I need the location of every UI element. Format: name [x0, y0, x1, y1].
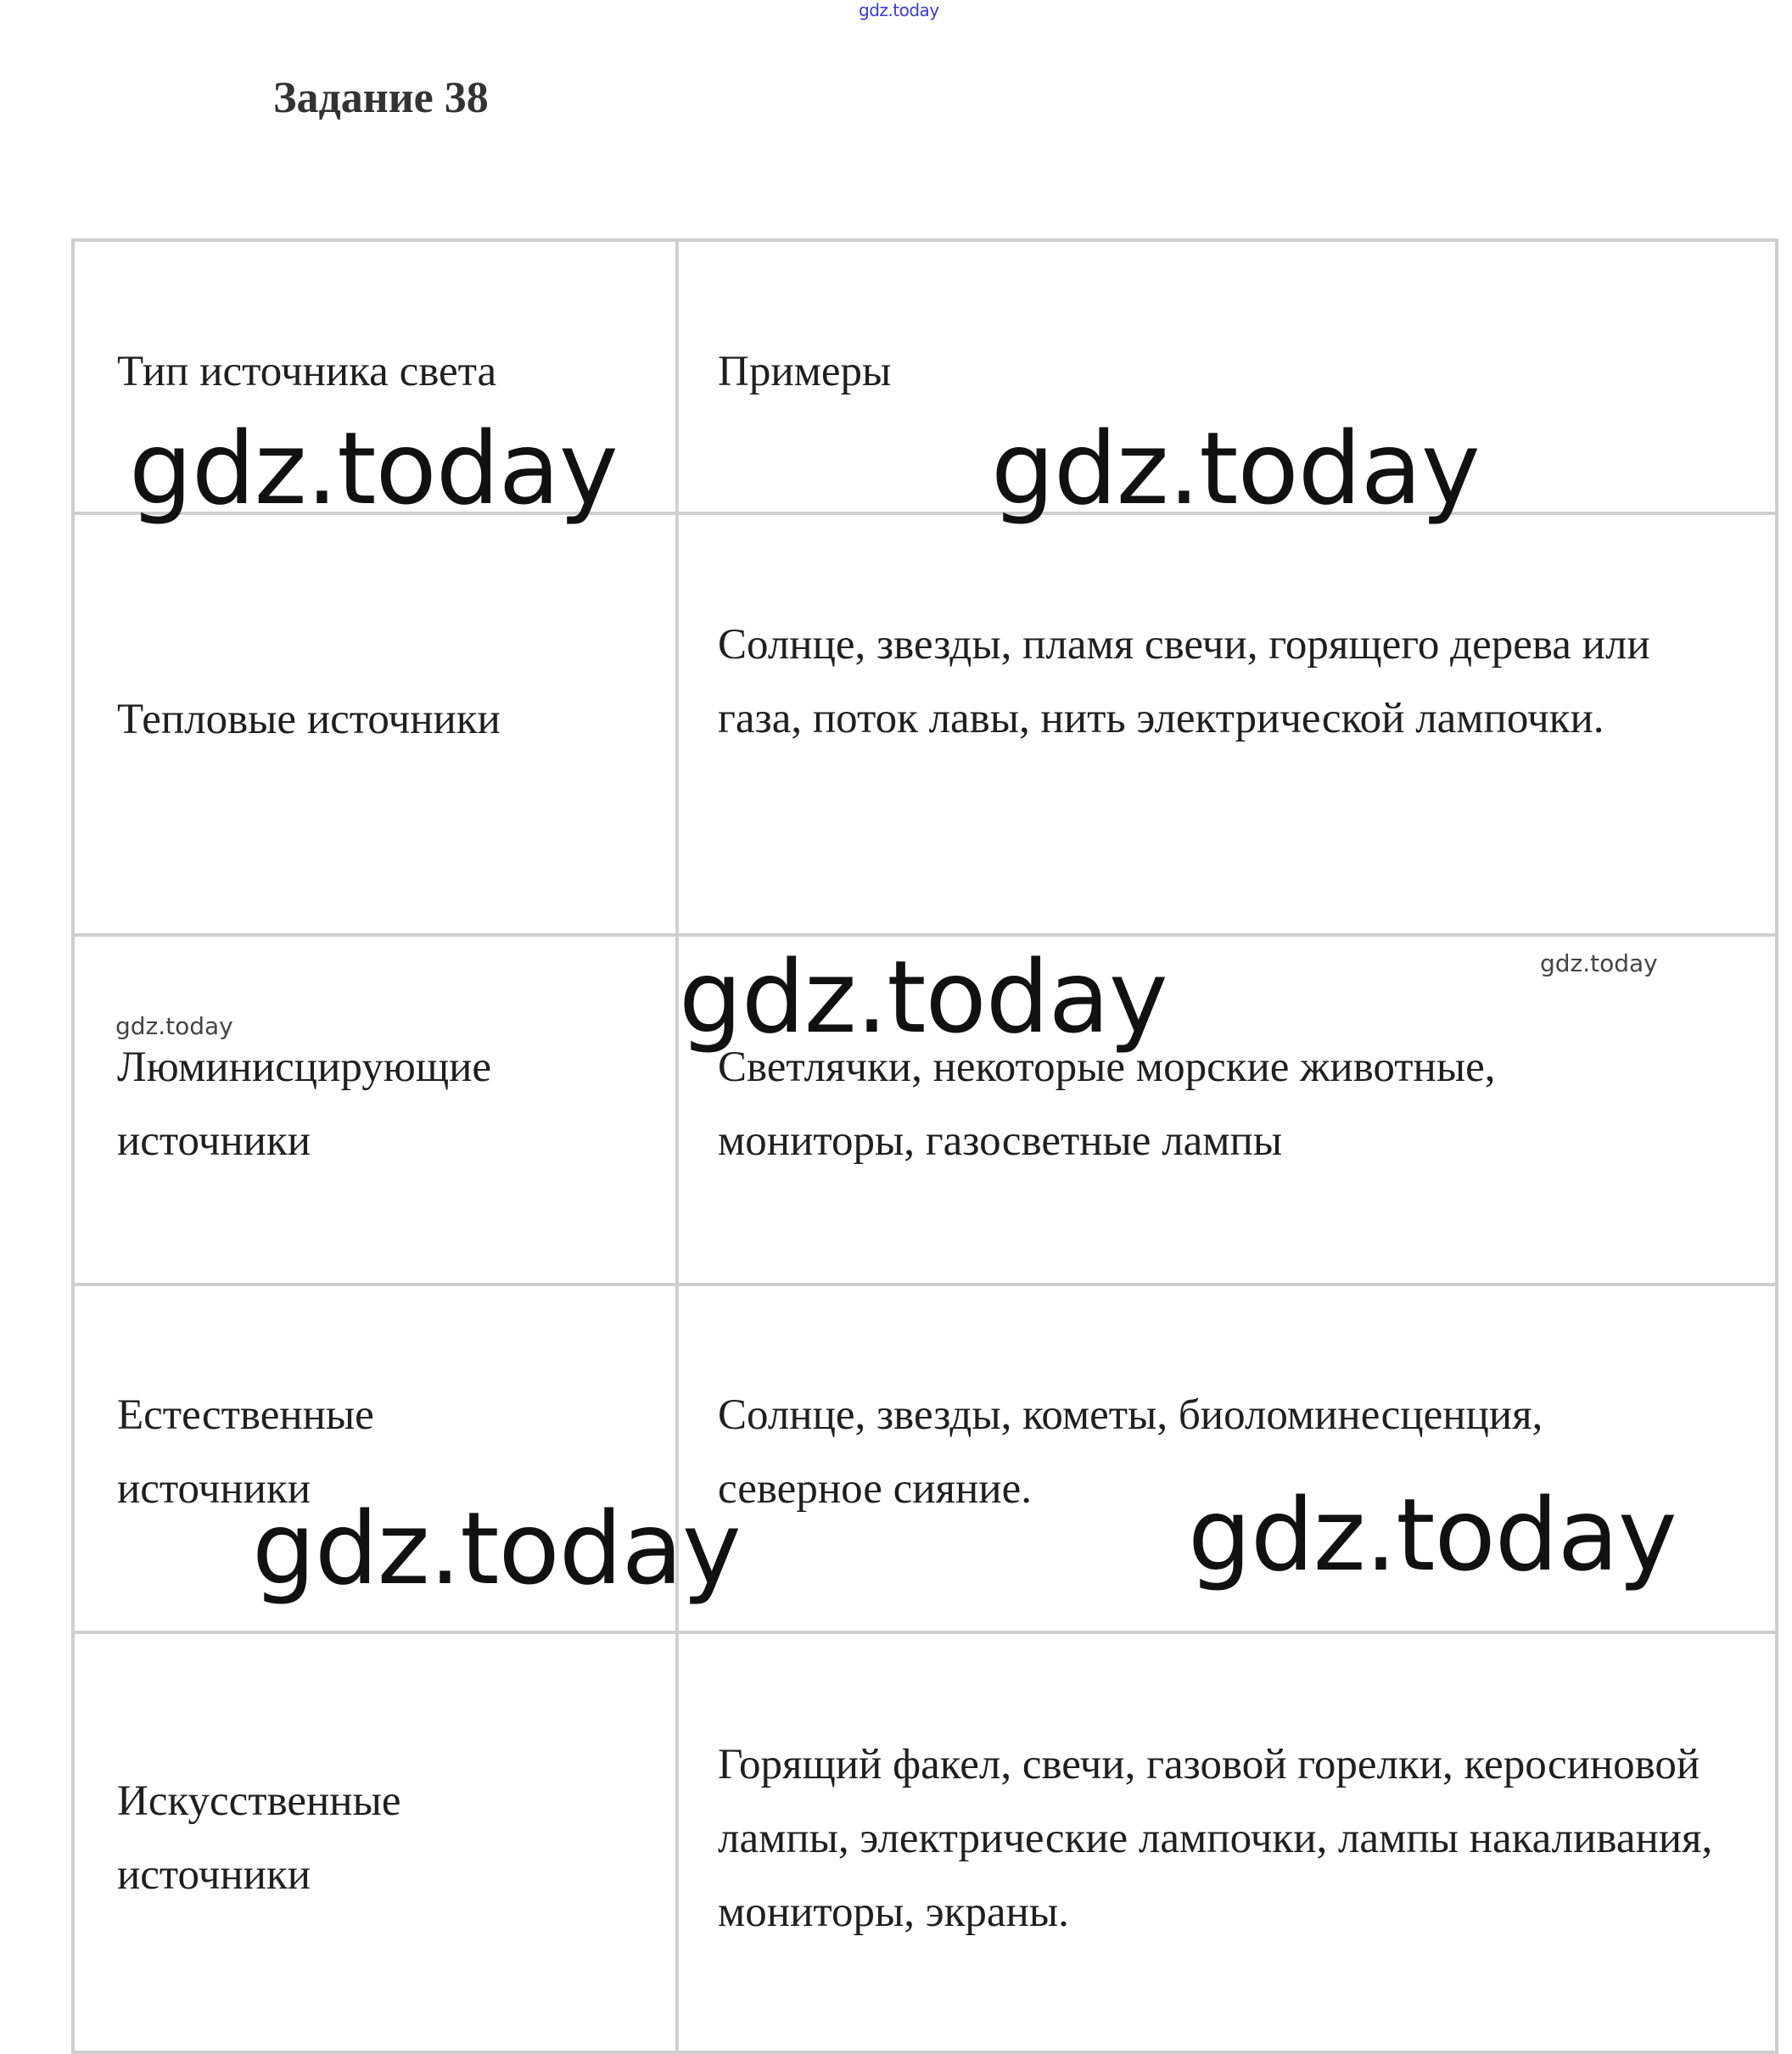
row-1-examples-cell: Солнце, звезды, пламя свечи, горящего дерева или газа, поток лавы, нить электрической лампочки.: [718, 621, 1650, 742]
row-2-type-cell: Люминисцирующие источники: [117, 1044, 492, 1165]
watermark: gdz.today: [129, 410, 618, 527]
row-4-examples-cell: Горящий факел, свечи, газовой горелки, керосиновой лампы, электрические лампочки, лампы накаливания, мониторы, экраны.: [718, 1741, 1713, 1936]
watermark: gdz.today: [1188, 1476, 1677, 1593]
watermark-small: gdz.today: [115, 1012, 233, 1040]
row-3-examples-cell: Солнце, звезды, кометы, биоломинесценция, северное сияние.: [718, 1391, 1543, 1513]
watermark: gdz.today: [252, 1490, 741, 1607]
watermark: gdz.today: [991, 410, 1480, 527]
header-type-cell: Тип источника света: [117, 348, 497, 395]
watermark: gdz.today: [679, 938, 1168, 1055]
row-divider: [75, 933, 1775, 937]
watermark-small: gdz.today: [1540, 949, 1658, 977]
row-1-type-cell: Тепловые источники: [117, 696, 501, 743]
row-3-type-cell: Естественные источники: [117, 1391, 374, 1513]
row-divider: [75, 1631, 1775, 1634]
top-watermark: gdz.today: [859, 0, 939, 20]
page-title: Задание 38: [273, 74, 489, 122]
row-divider: [75, 1283, 1775, 1286]
row-4-type-cell: Искусственные источники: [117, 1777, 401, 1899]
header-examples-cell: Примеры: [718, 348, 892, 395]
row-2-examples-cell: Светлячки, некоторые морские животные, мониторы, газосветные лампы: [718, 1044, 1496, 1165]
